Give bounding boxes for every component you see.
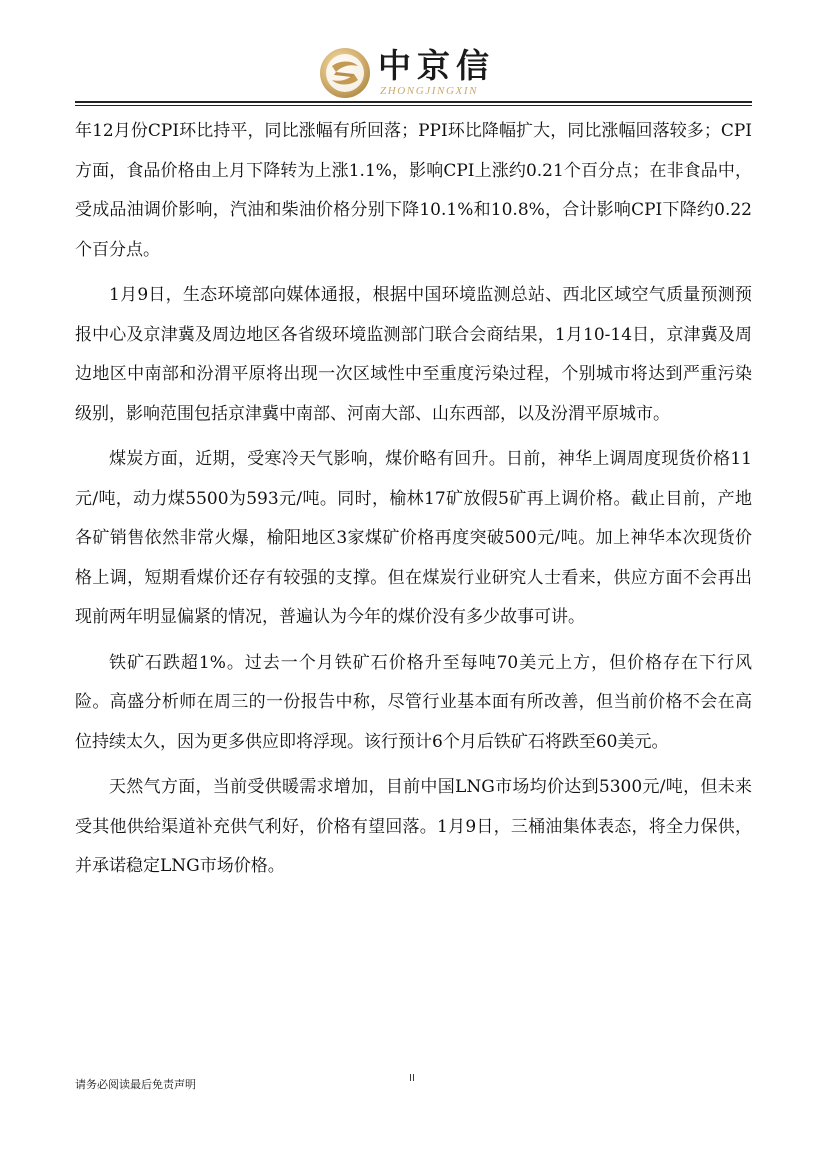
logo-english-name: ZHONGJINGXIN	[380, 85, 479, 97]
header-divider-thick	[75, 101, 752, 103]
paragraph-natural-gas: 天然气方面，当前受供暖需求增加，目前中国LNG市场均价达到5300元/吨，但未来受其他供给渠道补充供气利好，价格有望回落。1月9日，三桶油集体表态，将全力保供，并承诺稳定LNG市场价格。	[75, 777, 752, 876]
page-number: II	[409, 1073, 415, 1084]
page-header	[0, 0, 827, 104]
paragraph-pollution: 1月9日，生态环境部向媒体通报，根据中国环境监测总站、西北区域空气质量预测预报中心及京津冀及周边地区各省级环境监测部门联合会商结果，1月10-14日，京津冀及周边地区中南部和汾渭平原将出现一次区域性中至重度污染过程，个别城市将达到严重污染级别，影响范围包括京津冀中南部、河南大部、山东西部，以及汾渭平原城市。	[75, 285, 752, 424]
footer-disclaimer: 请务必阅读最后免责声明	[75, 1078, 196, 1091]
logo-chinese-name: 中京信	[378, 46, 495, 85]
header-divider-thin	[75, 105, 752, 106]
paragraph-coal: 煤炭方面，近期，受寒冷天气影响，煤价略有回升。日前，神华上调周度现货价格11元/吨，动力煤5500为593元/吨。同时，榆林17矿放假5矿再上调价格。截止目前，产地各矿销售依然非常火爆，榆阳地区3家煤矿价格再度突破500元/吨。加上神华本次现货价格上调，短期看煤价还存有较强的支撑。但在煤炭行业研究人士看来，供应方面不会再出现前两年明显偏紧的情况，普遍认为今年的煤价没有多少故事可讲。	[75, 449, 752, 627]
paragraph-iron-ore: 铁矿石跌超1%。过去一个月铁矿石价格升至每吨70美元上方，但价格存在下行风险。高盛分析师在周三的一份报告中称，尽管行业基本面有所改善，但当前价格不会在高位持续太久，因为更多供应即将浮现。该行预计6个月后铁矿石将跌至60美元。	[75, 652, 752, 752]
logo-emblem-icon	[318, 46, 372, 100]
document-body	[75, 112, 752, 893]
company-logo	[318, 46, 495, 100]
paragraph-cpi: 年12月份CPI环比持平，同比涨幅有所回落；PPI环比降幅扩大，同比涨幅回落较多；CPI方面，食品价格由上月下降转为上涨1.1%，影响CPI上涨约0.21个百分点；在非食品中，受成品油调价影响，汽油和柴油价格分别下降10.1%和10.8%，合计影响CPI下降约0.22个百分点。	[75, 121, 752, 260]
